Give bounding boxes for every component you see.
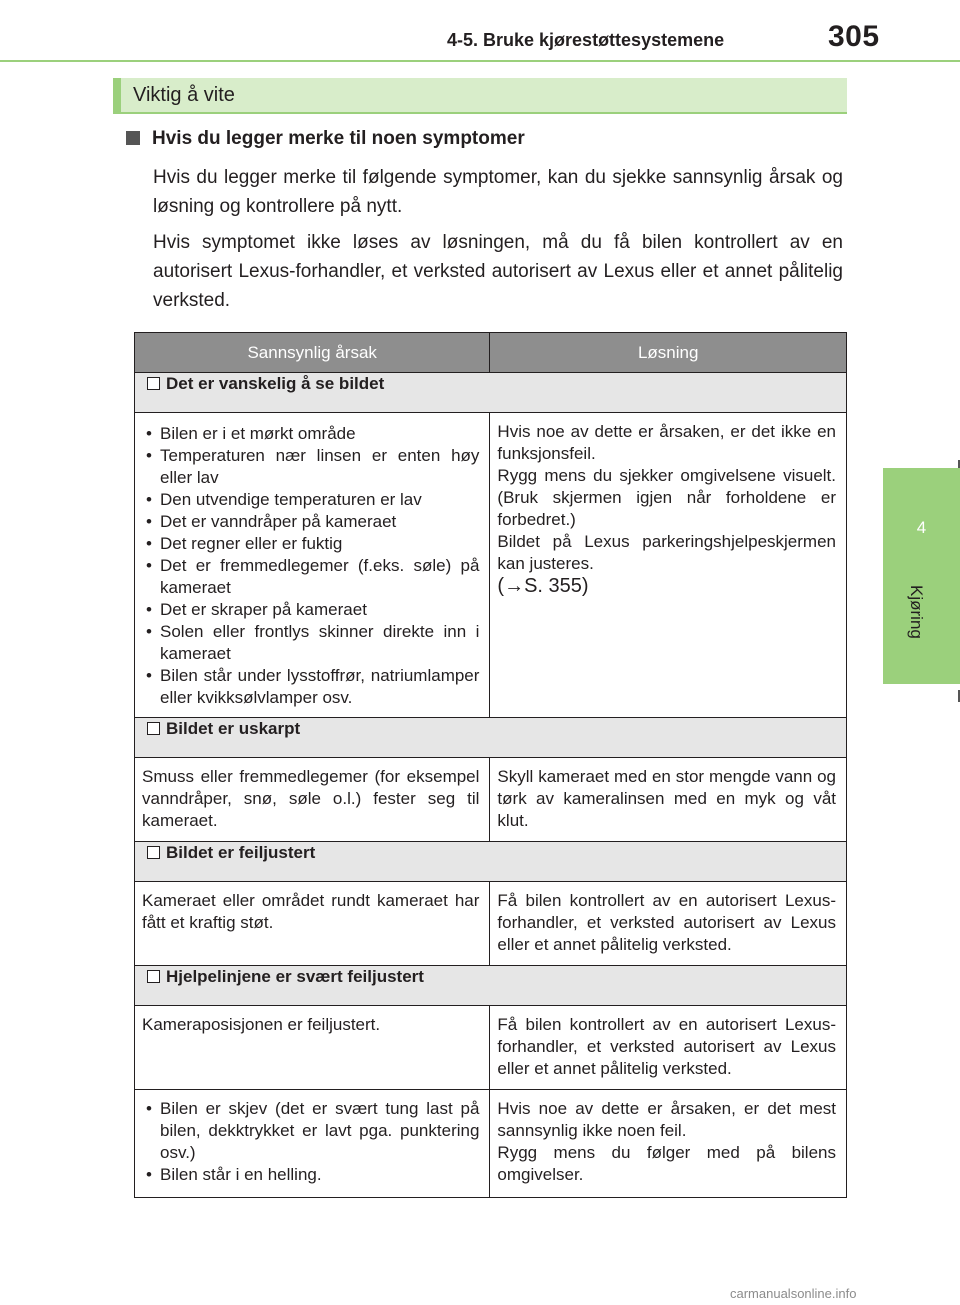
solution-line: Hvis noe av dette er årsaken, er det ikke en funksjonsfeil. bbox=[497, 422, 836, 463]
solution-cell bbox=[490, 413, 847, 718]
cause-list bbox=[142, 1098, 479, 1186]
chapter-tab bbox=[883, 468, 960, 684]
list-item: • Det regner eller er fuktig bbox=[142, 533, 479, 555]
list-item: • Bilen står i en helling. bbox=[142, 1164, 479, 1186]
category-label: Bildet er uskarpt bbox=[166, 719, 301, 738]
list-item: • Solen eller frontlys skinner direkte inn i kameraet bbox=[142, 621, 479, 665]
table-row bbox=[135, 758, 847, 842]
category-row bbox=[135, 842, 847, 882]
category-label: Det er vanskelig å se bildet bbox=[166, 374, 385, 393]
cause-cell bbox=[135, 413, 490, 718]
solution-line: Rygg mens du sjekker omgivelsene visuelt. (Bruk skjermen igjen når forholdene er forbedret.) bbox=[497, 466, 836, 529]
category-label: Bildet er feiljustert bbox=[166, 843, 316, 862]
chapter-name: Kjøring bbox=[907, 585, 926, 639]
cause-cell bbox=[135, 1090, 490, 1198]
list-item: • Det er skraper på kameraet bbox=[142, 599, 479, 621]
list-item: • Temperaturen nær linsen er enten høy eller lav bbox=[142, 445, 479, 489]
list-item: • Bilen er skjev (det er svært tung last på bilen, dekktrykket er lavt pga. punktering osv.) bbox=[142, 1098, 479, 1164]
checkbox-icon bbox=[147, 846, 160, 859]
solution-cell: Få bilen kontrollert av en autorisert Lexus-forhandler, et verksted autorisert av Lexus eller et annet pålitelig verksted. bbox=[490, 882, 847, 966]
header-cause: Sannsynlig årsak bbox=[135, 333, 490, 373]
list-item: • Bilen er i et mørkt område bbox=[142, 423, 479, 445]
category-row bbox=[135, 718, 847, 758]
table-row bbox=[135, 413, 847, 718]
cause-cell: Kameraet eller området rundt kameraet har fått et kraftig støt. bbox=[135, 882, 490, 966]
cause-list bbox=[142, 423, 479, 709]
checkbox-icon bbox=[147, 377, 160, 390]
page-reference: (→S. 355) bbox=[497, 575, 589, 597]
solution-line: Rygg mens du følger med på bilens omgivelser. bbox=[497, 1143, 836, 1184]
category-label: Hjelpelinjene er svært feiljustert bbox=[166, 967, 424, 986]
table-row bbox=[135, 882, 847, 966]
header-rule bbox=[0, 60, 960, 62]
square-bullet-icon bbox=[126, 131, 140, 145]
solution-cell: Få bilen kontrollert av en autorisert Lexus-forhandler, et verksted autorisert av Lexus eller et annet pålitelig verksted. bbox=[490, 1006, 847, 1090]
section-subheading bbox=[126, 128, 525, 150]
symptoms-table bbox=[134, 332, 847, 1198]
category-row bbox=[135, 966, 847, 1006]
list-item: • Det er fremmedlegemer (f.eks. søle) på kameraet bbox=[142, 555, 479, 599]
solution-cell: Skyll kameraet med en stor mengde vann og tørk av kameralinsen med en myk og våt klut. bbox=[490, 758, 847, 842]
page-number: 305 bbox=[828, 20, 880, 53]
chapter-number: 4 bbox=[916, 518, 927, 537]
cause-cell: Kameraposisjonen er feiljustert. bbox=[135, 1006, 490, 1090]
notice-banner bbox=[113, 78, 847, 114]
watermark: carmanualsonline.info bbox=[730, 1286, 857, 1301]
table-row bbox=[135, 1006, 847, 1090]
running-header-section: 4-5. Bruke kjørestøttesystemene bbox=[447, 30, 725, 50]
solution-cell bbox=[490, 1090, 847, 1198]
list-item: • Den utvendige temperaturen er lav bbox=[142, 489, 479, 511]
table-row bbox=[135, 1090, 847, 1198]
subheading-text: Hvis du legger merke til noen symptomer bbox=[152, 128, 525, 149]
list-item: • Det er vanndråper på kameraet bbox=[142, 511, 479, 533]
checkbox-icon bbox=[147, 970, 160, 983]
solution-line: Bildet på Lexus parkeringshjelpeskjermen kan justeres. bbox=[497, 532, 836, 573]
checkbox-icon bbox=[147, 722, 160, 735]
notice-title: Viktig å vite bbox=[133, 84, 235, 106]
category-row bbox=[135, 373, 847, 413]
header-solution: Løsning bbox=[490, 333, 847, 373]
cause-cell: Smuss eller fremmedlegemer (for eksempel vanndråper, snø, søle o.l.) fester seg til kameraet. bbox=[135, 758, 490, 842]
table-header-row bbox=[135, 333, 847, 373]
list-item: • Bilen står under lysstoffrør, natriumlamper eller kvikksølvlamper osv. bbox=[142, 665, 479, 709]
intro-paragraph: Hvis du legger merke til følgende symptomer, kan du sjekke sannsynlig årsak og løsning og kontrollere på nytt. bbox=[153, 167, 843, 217]
followup-paragraph: Hvis symptomet ikke løses av løsningen, må du få bilen kontrollert av en autorisert Lexus-forhandler, et verksted autorisert av Lexus eller et annet pålitelig verksted. bbox=[153, 232, 843, 311]
solution-line: Hvis noe av dette er årsaken, er det mest sannsynlig ikke noen feil. bbox=[497, 1099, 836, 1140]
